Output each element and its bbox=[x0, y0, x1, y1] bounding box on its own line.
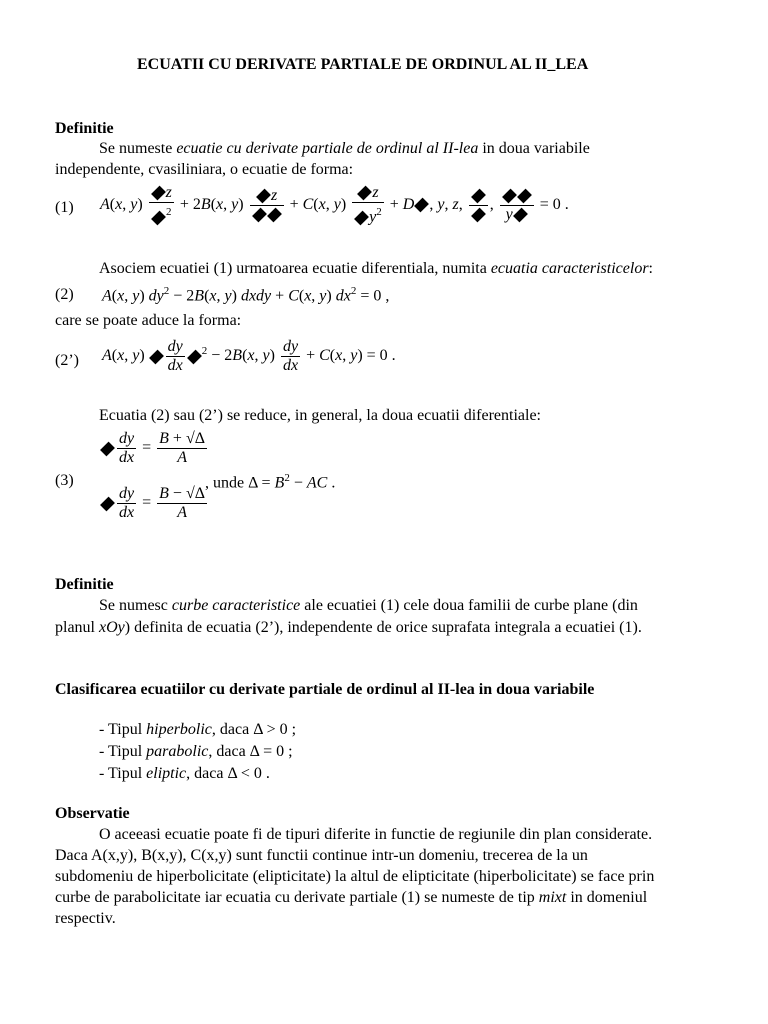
def1-text-pre: Se numeste bbox=[99, 140, 177, 157]
equation-2p: A(x, y) $\frac{dy}{dx}$ $^2$ − 2B(x, y) $\frac{dy}{dx}$ + C(x, y) = 0 . bbox=[102, 338, 396, 374]
def2-text-em: curbe caracteristice bbox=[171, 597, 301, 614]
reduce-text-2: Ecuatia (2) sau (2’) se reduce, in general, la doua ecuatii diferentiale: bbox=[99, 407, 541, 424]
equation-3-condition: , unde $\Delta = B^2$ − AC . bbox=[205, 472, 336, 492]
observation-heading: Observatie bbox=[55, 805, 130, 822]
obs-line4-em: mixt bbox=[538, 889, 567, 906]
def1-text-em: ecuatie cu derivate partiale de ordinul al II-lea bbox=[176, 140, 479, 157]
equation-2p-label: (2’) bbox=[55, 352, 79, 369]
observation-line-2: Daca A(x,y), B(x,y), C(x,y) sunt functii continue intr-un domeniu, trecerea de la un bbox=[55, 847, 588, 864]
equation-3-label: (3) bbox=[55, 472, 74, 489]
equation-1-label: (1) bbox=[55, 199, 74, 216]
associate-text bbox=[99, 260, 653, 278]
equation-3-second: $\frac{dy}{dx}$ = $\frac{B - √\Delta}{A}$ bbox=[100, 485, 209, 522]
class-item-pre: - Tipul bbox=[99, 765, 147, 782]
unde-word: unde bbox=[213, 474, 245, 492]
assoc-text-em: ecuatia caracteristicelor bbox=[490, 260, 649, 277]
definition-2-line-1 bbox=[99, 597, 638, 615]
definition-1-line-1 bbox=[99, 140, 590, 158]
class-item-condition: Δ < 0 . bbox=[227, 765, 270, 782]
def2-text-pre: Se numesc bbox=[99, 597, 172, 614]
classification-item bbox=[99, 743, 293, 761]
equation-1: A(x, y) $\frac{z}{^2}$ + 2B(x, y) z + C(x, y) $\frac{z}{y^2}$ + D , y, z, , y = 0 . bbox=[100, 184, 569, 226]
class-item-condition: Δ > 0 ; bbox=[253, 721, 297, 738]
definition-heading-1: Definitie bbox=[55, 120, 114, 137]
reduce-text: care se poate aduce la forma: bbox=[55, 312, 242, 329]
observation-line-5: respectiv. bbox=[55, 910, 116, 927]
class-item-post: , daca bbox=[211, 721, 250, 738]
definition-2-line-2 bbox=[55, 619, 642, 637]
class-item-type: hiperbolic bbox=[146, 721, 212, 738]
classification-item bbox=[99, 765, 270, 783]
observation-line-4 bbox=[55, 889, 647, 907]
definition-1-line-2: independente, cvasiliniara, o ecuatie de forma: bbox=[55, 161, 354, 178]
obs-line4-post: in domeniul bbox=[566, 889, 648, 906]
def2-line2-post: ) definita de ecuatia (2’), independente de orice suprafata integrala a ecuatiei (1). bbox=[124, 619, 642, 636]
observation-line-1: O aceeasi ecuatie poate fi de tipuri diferite in functie de regiunile din plan considerate. bbox=[99, 826, 653, 843]
def2-text-post: ale ecuatiei (1) cele doua familii de curbe plane (din bbox=[300, 597, 638, 614]
class-item-post: , daca bbox=[186, 765, 224, 782]
equation-2-label: (2) bbox=[55, 286, 74, 303]
class-item-pre: - Tipul bbox=[99, 743, 147, 760]
def2-line2-pre: planul bbox=[55, 619, 99, 636]
equation-2: A(x, y) $dy^2 - 2B(x$, y) dxdy + C(x, y) $dx^2 = 0$ , bbox=[102, 285, 390, 305]
classification-heading: Clasificarea ecuatiilor cu derivate partiale de ordinul al II-lea in doua variabile bbox=[55, 681, 595, 698]
page-title: ECUATII CU DERIVATE PARTIALE DE ORDINUL AL II_LEA bbox=[137, 56, 589, 73]
class-item-post: , daca bbox=[208, 743, 246, 760]
def2-line2-em: xOy bbox=[99, 619, 125, 636]
definition-heading-2: Definitie bbox=[55, 576, 114, 593]
equation-3-first: $\frac{dy}{dx}$ = $\frac{B + √\Delta}{A}$ bbox=[100, 430, 209, 467]
classification-item bbox=[99, 721, 296, 739]
assoc-text-post: : bbox=[648, 260, 653, 277]
class-item-type: eliptic bbox=[146, 765, 187, 782]
def1-text-post: in doua variabile bbox=[478, 140, 590, 157]
class-item-condition: Δ = 0 ; bbox=[249, 743, 293, 760]
obs-line4-pre: curbe de parabolicitate iar ecuatia cu derivate partiale (1) se numeste de tip bbox=[55, 889, 539, 906]
class-item-type: parabolic bbox=[146, 743, 209, 760]
class-item-pre: - Tipul bbox=[99, 721, 147, 738]
assoc-text-pre: Asociem ecuatiei (1) urmatoarea ecuatie diferentiala, numita bbox=[99, 260, 491, 277]
observation-line-3: subdomeniu de hiperbolicitate (elipticitate) la altul de elipticitate (hiperbolicitate) se face prin bbox=[55, 868, 655, 885]
